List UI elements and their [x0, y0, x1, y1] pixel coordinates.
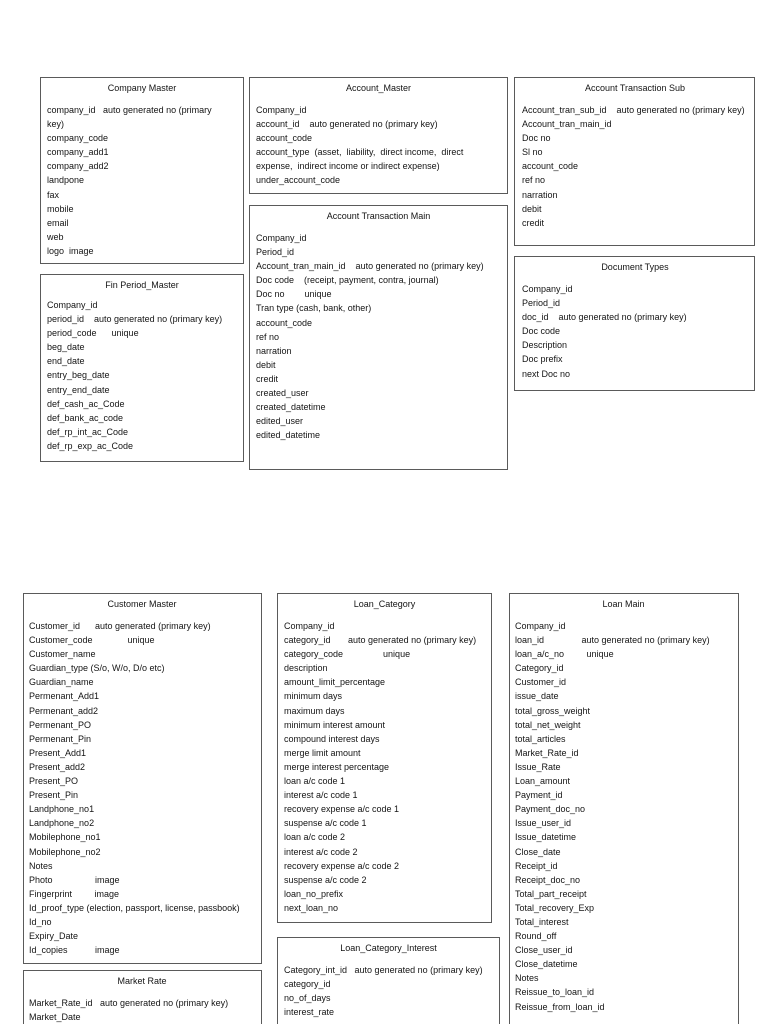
field-beg-date: beg_date	[47, 342, 85, 353]
field-id-no: Id_no	[29, 916, 52, 927]
table-document-types	[514, 256, 755, 391]
field-description: description	[284, 663, 328, 674]
field-narration: narration	[256, 345, 292, 356]
field-account-id: account_id auto generated no (primary key)	[256, 119, 438, 130]
field-payment-doc-no: Payment_doc_no	[515, 804, 586, 815]
field-list	[522, 103, 748, 230]
field-issue-date: issue_date	[515, 691, 559, 702]
field-category-id: category_id auto generated no (primary key)	[284, 635, 477, 646]
field-notes: Notes	[29, 860, 53, 871]
field-merge-limit-amount: merge limit amount	[284, 747, 361, 758]
field-next-loan-no: next_loan_no	[284, 902, 339, 913]
field-id-proof-type: Id_proof_type (election, passport, license, passbook)	[29, 902, 240, 913]
field-ref-no: ref no	[522, 175, 546, 186]
field-created-user: created_user	[256, 388, 309, 399]
field-loan-no-prefix: loan_no_prefix	[284, 888, 344, 899]
field-list	[515, 619, 732, 1014]
table-title: Market Rate	[117, 976, 167, 986]
table-account-master	[249, 77, 508, 194]
field-period-code: period_code unique	[47, 328, 139, 339]
field-expiry-date: Expiry_Date	[29, 931, 79, 942]
field-landphone-no1: Landphone_no1	[29, 804, 95, 815]
field-recovery-expense-a-c-code-1: recovery expense a/c code 1	[284, 804, 400, 815]
field-narration: narration	[522, 189, 558, 200]
field-reissue-to-loan-id: Reissue_to_loan_id	[515, 987, 595, 998]
field-compound-interest-days: compound interest days	[284, 733, 380, 744]
field-maximum-days: maximum days	[284, 705, 345, 716]
field-debit: debit	[522, 203, 542, 214]
field-loan-amount: Loan_amount	[515, 776, 571, 787]
field-ref-no: ref no	[256, 331, 280, 342]
table-title: Loan_Category_Interest	[340, 943, 437, 953]
field-landpone: landpone	[47, 175, 85, 186]
field-list	[29, 996, 255, 1024]
field-total-articles: total_articles	[515, 733, 566, 744]
field-customer-name: Customer_name	[29, 649, 96, 660]
table-title: Fin Period_Master	[105, 280, 179, 290]
field-suspense-a-c-code-1: suspense a/c code 1	[284, 818, 367, 829]
field-company-id: Company_id	[515, 621, 566, 631]
table-account-transaction-main	[249, 205, 508, 470]
field-description: Description	[522, 340, 568, 351]
field-company-id: company_id auto generated no (primary	[47, 105, 212, 115]
field-doc-code: Doc code (receipt, payment, contra, journal)	[256, 275, 439, 286]
field-loan-id: loan_id auto generated no (primary key)	[515, 635, 710, 646]
field-account-code: account_code	[256, 317, 313, 328]
field-def-rp-exp-ac-code: def_rp_exp_ac_Code	[47, 440, 134, 451]
table-title: Customer Master	[107, 599, 177, 609]
table-loan-category-interest	[277, 937, 500, 1024]
field-total-interest: Total_interest	[515, 916, 569, 927]
field-customer-id: Customer_id	[515, 677, 567, 688]
field-id-copies: Id_copies image	[29, 945, 120, 956]
field-def-cash-ac-code: def_cash_ac_Code	[47, 398, 125, 409]
field-end-date: end_date	[47, 356, 85, 367]
field-doc-code: Doc code	[522, 326, 561, 337]
table-title: Account_Master	[345, 83, 412, 93]
field-total-gross-weight: total_gross_weight	[515, 705, 591, 716]
field-company-id: Company_id	[522, 284, 573, 294]
field-next-doc-no: next Doc no	[522, 368, 571, 379]
field-list	[522, 282, 748, 381]
field-list	[284, 619, 485, 915]
field-credit: credit	[256, 373, 279, 384]
field-loan-a-c-code-2: loan a/c code 2	[284, 832, 346, 843]
field-reissue-from-loan-id: Reissue_from_loan_id	[515, 1001, 605, 1012]
field-market-date: Market_Date	[29, 1012, 81, 1023]
field-close-date: Close_date	[515, 846, 561, 857]
field-company-id: Company_id	[256, 233, 307, 243]
field-present-add2: Present_add2	[29, 761, 86, 772]
field-company-add2: company_add2	[47, 161, 109, 172]
field-interest-a-c-code-1: interest a/c code 1	[284, 790, 358, 801]
field-recovery-expense-a-c-code-2: recovery expense a/c code 2	[284, 860, 400, 871]
field-period-id: Period_id	[256, 247, 295, 258]
field-interest-a-c-code-2: interest a/c code 2	[284, 846, 358, 857]
table-loan-category	[277, 593, 492, 923]
field-company-id: Company_id	[47, 300, 98, 310]
table-title: Company Master	[107, 83, 177, 93]
field-edited-datetime: edited_datetime	[256, 430, 321, 441]
field-landphone-no2: Landphone_no2	[29, 818, 95, 829]
field-customer-code: Customer_code unique	[29, 635, 155, 646]
field-edited-user: edited_user	[256, 416, 304, 427]
field-debit: debit	[256, 359, 276, 370]
field-created-datetime: created_datetime	[256, 402, 326, 413]
field-under-account-code: under_account_code	[256, 175, 341, 186]
field-fax: fax	[47, 189, 60, 200]
field-total-part-receipt: Total_part_receipt	[515, 888, 587, 899]
field-doc-no: Doc no	[522, 133, 551, 144]
field-issue-rate: Issue_Rate	[515, 761, 561, 772]
field-period-id: period_id auto generated no (primary key)	[47, 314, 223, 325]
field-minimum-interest-amount: minimum interest amount	[284, 719, 386, 730]
field-issue-user-id: Issue_user_id	[515, 818, 572, 829]
field-mobile: mobile	[47, 203, 74, 214]
field-period-id: Period_id	[522, 298, 561, 309]
field-category-code: category_code unique	[284, 649, 411, 660]
field-close-datetime: Close_datetime	[515, 959, 578, 970]
field-doc-no: Doc no unique	[256, 289, 332, 300]
field-credit: credit	[522, 217, 545, 228]
field-web: web	[47, 231, 64, 242]
table-title: Loan_Category	[353, 599, 416, 609]
field-suspense-a-c-code-2: suspense a/c code 2	[284, 874, 367, 885]
field-close-user-id: Close_user_id	[515, 945, 573, 956]
field-category-id: category_id	[284, 979, 331, 990]
field-notes: Notes	[515, 973, 539, 984]
field-permenant-pin: Permenant_Pin	[29, 733, 92, 744]
table-title: Document Types	[601, 262, 669, 272]
field-category-id: Category_id	[515, 663, 564, 674]
field-account-tran-main-id: Account_tran_main_id	[522, 119, 612, 130]
field-guardian-type: Guardian_type (S/o, W/o, D/o etc)	[29, 663, 165, 674]
table-title: Account Transaction Main	[326, 211, 431, 221]
table-loan-main	[509, 593, 739, 1024]
field-account-tran-main-id: Account_tran_main_id auto generated no (primary key)	[256, 261, 484, 272]
field-issue-datetime: Issue_datetime	[515, 832, 577, 843]
field-list	[29, 619, 255, 957]
field-account-code: account_code	[256, 133, 313, 144]
table-title: Loan Main	[602, 599, 645, 609]
field-company-code: company_code	[47, 133, 109, 144]
field-entry-end-date: entry_end_date	[47, 384, 110, 395]
field-logo: logo image	[47, 245, 94, 256]
field-def-rp-int-ac-code: def_rp_int_ac_Code	[47, 426, 129, 437]
field-expense: expense, indirect income or indirect expense)	[256, 161, 440, 172]
field-doc-id: doc_id auto generated no (primary key)	[522, 312, 687, 323]
field-customer-id: Customer_id auto generated (primary key)	[29, 621, 211, 631]
field-permenant-add1: Permenant_Add1	[29, 691, 100, 702]
field-company-id: Company_id	[256, 105, 307, 115]
field-email: email	[47, 217, 69, 228]
table-account-transaction-sub	[514, 77, 755, 246]
field-present-add1: Present_Add1	[29, 747, 87, 758]
field-key: key)	[47, 119, 65, 130]
field-market-rate-id: Market_Rate_id	[515, 747, 579, 758]
field-receipt-id: Receipt_id	[515, 860, 558, 871]
field-account-code: account_code	[522, 161, 579, 172]
field-account-tran-sub-id: Account_tran_sub_id auto generated no (primary key)	[522, 105, 745, 115]
field-list	[284, 963, 493, 1019]
field-list	[256, 103, 501, 188]
field-guardian-name: Guardian_name	[29, 677, 94, 688]
field-def-bank-ac-code: def_bank_ac_code	[47, 412, 124, 423]
field-list	[47, 298, 237, 453]
field-account-type: account_type (asset, liability, direct income, direct	[256, 147, 464, 158]
field-sl-no: Sl no	[522, 147, 543, 158]
field-no-of-days: no_of_days	[284, 993, 331, 1004]
field-loan-a-c-no: loan_a/c_no unique	[515, 649, 614, 660]
table-customer-master	[23, 593, 262, 964]
field-present-po: Present_PO	[29, 776, 79, 787]
field-list	[47, 103, 237, 258]
field-tran-type: Tran type (cash, bank, other)	[256, 303, 372, 314]
field-mobilephone-no1: Mobilephone_no1	[29, 832, 101, 843]
field-permenant-po: Permenant_PO	[29, 719, 92, 730]
field-company-add1: company_add1	[47, 147, 109, 158]
field-doc-prefix: Doc prefix	[522, 354, 563, 365]
field-mobilephone-no2: Mobilephone_no2	[29, 846, 101, 857]
field-permenant-add2: Permenant_add2	[29, 705, 99, 716]
field-fingerprint: Fingerprint image	[29, 888, 120, 899]
field-total-recovery-exp: Total_recovery_Exp	[515, 902, 595, 913]
field-entry-beg-date: entry_beg_date	[47, 370, 110, 381]
field-photo: Photo image	[29, 874, 120, 885]
field-loan-a-c-code-1: loan a/c code 1	[284, 776, 346, 787]
field-merge-interest-percentage: merge interest percentage	[284, 761, 390, 772]
field-amount-limit-percentage: amount_limit_percentage	[284, 677, 386, 688]
field-category-int-id: Category_int_id auto generated no (primary key)	[284, 965, 483, 975]
field-company-id: Company_id	[284, 621, 335, 631]
field-present-pin: Present_Pin	[29, 790, 79, 801]
table-title: Account Transaction Sub	[584, 83, 686, 93]
table-market-rate	[23, 970, 262, 1024]
table-company-master	[40, 77, 244, 264]
field-minimum-days: minimum days	[284, 691, 343, 702]
field-total-net-weight: total_net_weight	[515, 719, 581, 730]
table-fin-period-master	[40, 274, 244, 462]
field-list	[256, 231, 501, 442]
field-market-rate-id: Market_Rate_id auto generated no (primary key)	[29, 998, 229, 1008]
field-payment-id: Payment_id	[515, 790, 563, 801]
field-interest-rate: interest_rate	[284, 1007, 335, 1018]
field-round-off: Round_off	[515, 931, 557, 942]
field-receipt-doc-no: Receipt_doc_no	[515, 874, 581, 885]
